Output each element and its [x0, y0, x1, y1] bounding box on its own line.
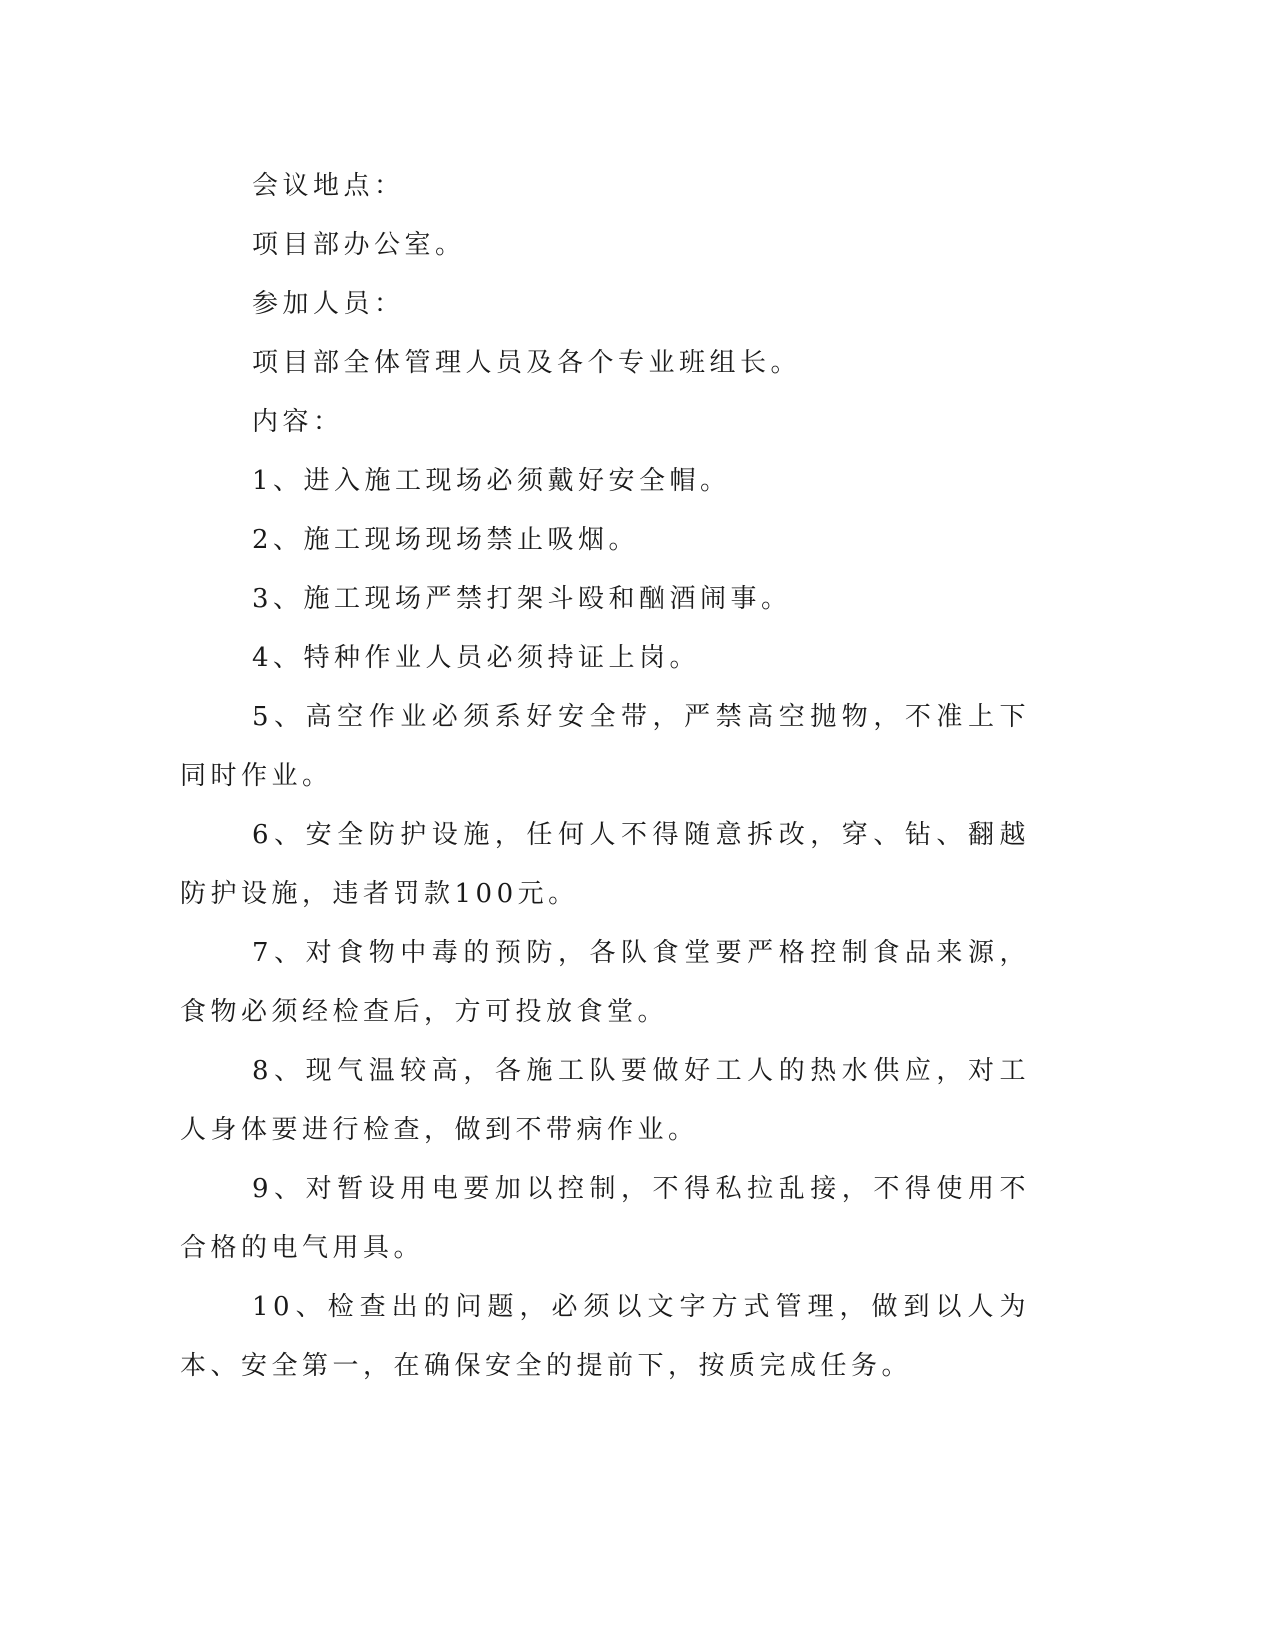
content-item-5: 5、高空作业必须系好安全带，严禁高空抛物，不准上下同时作业。	[180, 702, 1030, 791]
content-item-3: 3、施工现场严禁打架斗殴和酗酒闹事。	[252, 584, 792, 614]
content-item-1: 1、进入施工现场必须戴好安全帽。	[252, 466, 731, 496]
meeting-location-value: 项目部办公室。	[252, 230, 466, 260]
attendees-value: 项目部全体管理人员及各个专业班组长。	[252, 348, 802, 378]
content-item-6: 6、安全防护设施，任何人不得随意拆改，穿、钻、翻越防护设施，违者罚款100元。	[180, 820, 1030, 909]
content-item-8: 8、现气温较高，各施工队要做好工人的热水供应，对工人身体要进行检查，做到不带病作业。	[180, 1056, 1030, 1145]
content-item-10: 10、检查出的问题，必须以文字方式管理，做到以人为本、安全第一，在确保安全的提前下，按质完成任务。	[180, 1292, 1030, 1381]
content-item-9: 9、对暂设用电要加以控制，不得私拉乱接，不得使用不合格的电气用具。	[180, 1174, 1030, 1263]
content-item-4: 4、特种作业人员必须持证上岗。	[252, 643, 701, 673]
document-body	[180, 157, 1030, 1396]
attendees-label: 参加人员：	[252, 289, 405, 319]
meeting-location-label: 会议地点：	[252, 171, 405, 201]
content-item-7: 7、对食物中毒的预防，各队食堂要严格控制食品来源，食物必须经检查后，方可投放食堂。	[180, 938, 1030, 1027]
content-label: 内容：	[252, 407, 344, 437]
content-item-2: 2、施工现场现场禁止吸烟。	[252, 525, 640, 555]
